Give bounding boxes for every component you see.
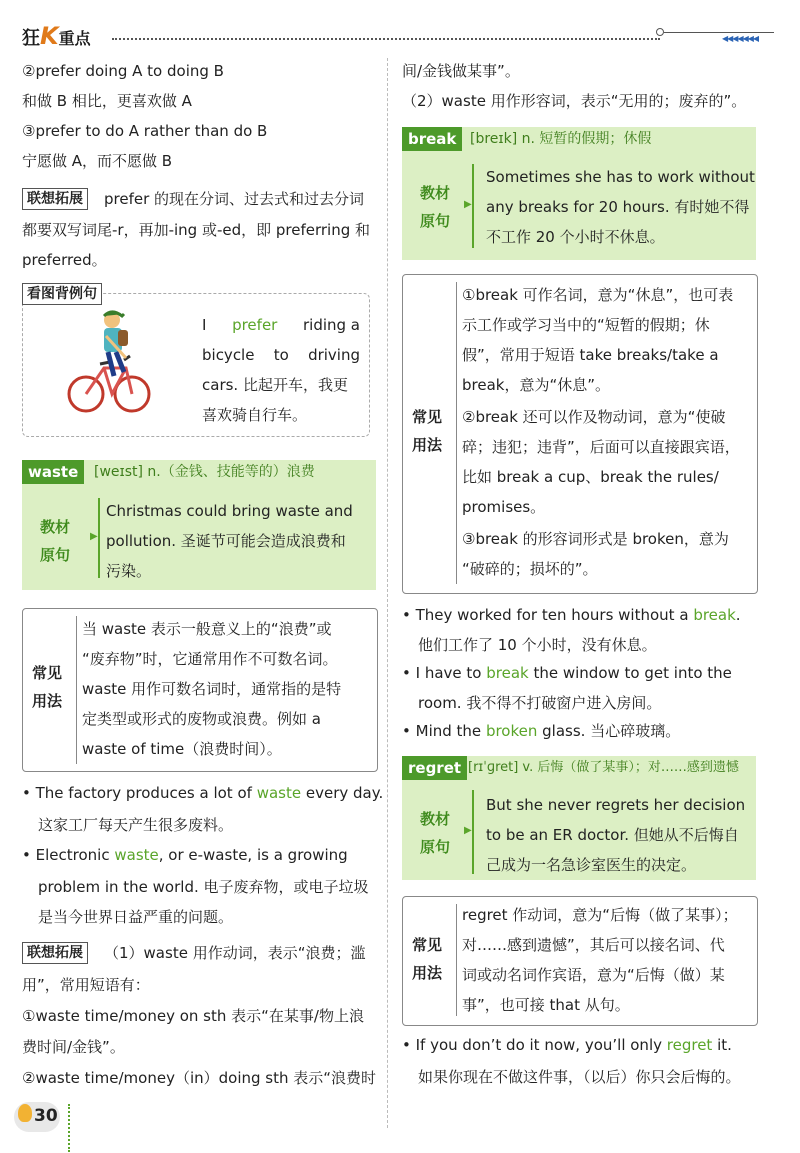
side-divider: [98, 498, 100, 578]
example-line: to be an ER doctor. 但她从不后悔自: [486, 826, 739, 844]
usage-label: 常见: [412, 936, 443, 954]
example-translation: room. 我不得不打破窗户进入房间。: [418, 694, 662, 712]
text-line: prefer 的现在分词、过去式和过去分词: [104, 190, 365, 208]
example-line: 污染。: [106, 562, 152, 580]
usage-line: 比如 break a cup、break the rules/: [462, 468, 719, 486]
usage-line: ②break 还可以作及物动词，意为“使破: [462, 408, 726, 426]
pronunciation-break: [breɪk] n. 短暂的假期；休假: [470, 131, 652, 147]
pronunciation-waste: [weɪst] n.（金钱、技能等的）浪费: [94, 464, 315, 480]
usage-line: regret 作动词，意为“后悔（做了某事）；: [462, 906, 738, 924]
usage-line: “废弃物”时，它通常用作不可数名词。: [82, 650, 338, 668]
example-line: Sometimes she has to work without: [486, 168, 755, 186]
usage-divider: [456, 282, 457, 584]
pic-line: bicycle to driving: [202, 346, 360, 364]
column-divider: [387, 58, 388, 1128]
pointer-arrow-icon: ▶: [90, 531, 98, 542]
text-line: 间/金钱做某事”。: [402, 62, 520, 80]
usage-line: 定类型或形式的废物或浪费。例如 a: [82, 710, 321, 728]
footer-dotted-rule: [68, 1104, 70, 1152]
text-line: ②prefer doing A to doing B: [22, 62, 224, 80]
usage-label: 用法: [32, 692, 63, 710]
example-translation: 是当今世界日益严重的问题。: [38, 908, 234, 926]
usage-line: promises。: [462, 498, 546, 516]
example-bullet: • Mind the broken glass. 当心碎玻璃。: [402, 722, 681, 740]
side-divider: [472, 790, 474, 874]
page-number: 30: [34, 1106, 58, 1126]
header-rule-right: [664, 32, 774, 33]
usage-line: 假”，常用于短语 take breaks/take a: [462, 346, 719, 364]
example-bullet: • Electronic waste, or e-waste, is a growing: [22, 846, 348, 864]
text-line: （1）waste 用作动词，表示“浪费；滥: [104, 944, 366, 962]
word-tag-break: break: [402, 127, 462, 151]
side-label: 原句: [40, 546, 71, 564]
example-translation: 他们工作了 10 个小时，没有休息。: [418, 636, 657, 654]
usage-line: waste of time（浪费时间）。: [82, 740, 282, 758]
usage-label: 常见: [32, 664, 63, 682]
pic-word: riding a: [302, 316, 360, 334]
pic-line: 喜欢骑自行车。: [202, 406, 308, 424]
usage-divider: [76, 616, 77, 764]
side-label: 教材: [420, 810, 451, 828]
example-translation: problem in the world. 电子废弃物，或电子垃圾: [38, 878, 369, 896]
assoc-tag: 联想拓展: [22, 942, 88, 964]
balloon-icon: [18, 1104, 32, 1122]
side-label: 教材: [40, 518, 71, 536]
side-label: 教材: [420, 184, 451, 202]
pic-word-highlight: prefer: [232, 316, 278, 334]
example-line: 己成为一名急诊室医生的决定。: [486, 856, 697, 874]
header-circle-icon: [656, 28, 664, 36]
usage-line: 对……感到遗憾”，其后可以接名词、代: [462, 936, 725, 954]
example-bullet: • The factory produces a lot of waste every day.: [22, 784, 384, 802]
usage-label: 常见: [412, 408, 443, 426]
pic-word: I: [202, 316, 207, 334]
word-tag-waste: waste: [22, 460, 84, 484]
usage-line: 示工作或学习当中的“短暂的假期；休: [462, 316, 710, 334]
assoc-tag: 联想拓展: [22, 188, 88, 210]
highlight-word: break: [486, 664, 529, 682]
logo-text-a: 狂: [22, 28, 40, 49]
word-tag-regret: regret: [402, 756, 467, 780]
text-line: ③prefer to do A rather than do B: [22, 122, 268, 140]
side-divider: [472, 164, 474, 248]
header-logo: [22, 22, 91, 48]
usage-line: ③break 的形容词形式是 broken，意为: [462, 530, 729, 548]
usage-line: break，意为“休息”。: [462, 376, 611, 394]
picture-tag: 看图背例句: [22, 283, 102, 305]
pointer-arrow-icon: ▶: [464, 825, 472, 836]
highlight-word: broken: [485, 722, 538, 740]
example-line: But she never regrets her decision: [486, 796, 746, 814]
example-line: any breaks for 20 hours. 有时她不得: [486, 198, 750, 216]
usage-line: 当 waste 表示一般意义上的“浪费”或: [82, 620, 332, 638]
usage-line: ①break 可作名词，意为“休息”，也可表: [462, 286, 734, 304]
usage-divider: [456, 904, 457, 1016]
pronunciation-regret: [rɪˈɡret] v. 后悔（做了某事）；对……感到遗憾: [468, 760, 739, 775]
side-label: 原句: [420, 212, 451, 230]
usage-label: 用法: [412, 436, 443, 454]
header-arrows-icon: ◀◀◀◀◀◀◀: [722, 34, 759, 43]
cyclist-illustration: [64, 306, 154, 418]
header-dotted-rule: [112, 38, 660, 40]
highlight-word: waste: [114, 846, 159, 864]
example-line: Christmas could bring waste and: [106, 502, 353, 520]
usage-line: 碎；违犯；违背”，后面可以直接跟宾语，: [462, 438, 740, 456]
text-line: 和做 B 相比，更喜欢做 A: [22, 92, 192, 110]
example-bullet: • They worked for ten hours without a break.: [402, 606, 741, 624]
text-line: ②waste time/money（in）doing sth 表示“浪费时: [22, 1069, 377, 1087]
highlight-word: waste: [256, 784, 302, 802]
example-bullet: • If you don’t do it now, you’ll only regret it.: [402, 1036, 732, 1054]
example-line: 不工作 20 个小时不休息。: [486, 228, 665, 246]
side-label: 原句: [420, 838, 451, 856]
usage-line: waste 用作可数名词时，通常指的是特: [82, 680, 342, 698]
text-line: 宁愿做 A，而不愿做 B: [22, 152, 173, 170]
example-translation: 这家工厂每天产生很多废料。: [38, 816, 234, 834]
text-line: 费时间/金钱”。: [22, 1038, 125, 1056]
usage-line: 事”，也可接 that 从句。: [462, 996, 630, 1014]
text-line: ①waste time/money on sth 表示“在某事/物上浪: [22, 1007, 364, 1025]
highlight-word: break: [693, 606, 736, 624]
pointer-arrow-icon: ▶: [464, 199, 472, 210]
example-translation: 如果你现在不做这件事，（以后）你只会后悔的。: [418, 1068, 741, 1086]
usage-label: 用法: [412, 964, 443, 982]
logo-text-b: 重点: [58, 29, 91, 48]
text-line: （2）waste 用作形容词，表示“无用的；废弃的”。: [402, 92, 747, 110]
example-bullet: • I have to break the window to get into the: [402, 664, 732, 682]
text-line: preferred。: [22, 251, 107, 269]
logo-text-k: K: [40, 22, 59, 50]
pic-line: cars. 比起开车，我更: [202, 376, 348, 394]
text-line: 都要双写词尾-r，再加-ing 或-ed，即 preferring 和: [22, 221, 371, 239]
example-line: pollution. 圣诞节可能会造成浪费和: [106, 532, 346, 550]
highlight-word: regret: [666, 1036, 713, 1054]
usage-line: 词或动名词作宾语，意为“后悔（做）某: [462, 966, 725, 984]
text-line: 用”，常用短语有：: [22, 976, 150, 994]
usage-line: “破碎的；损坏的”。: [462, 560, 598, 578]
picture-sentence: [202, 310, 360, 430]
